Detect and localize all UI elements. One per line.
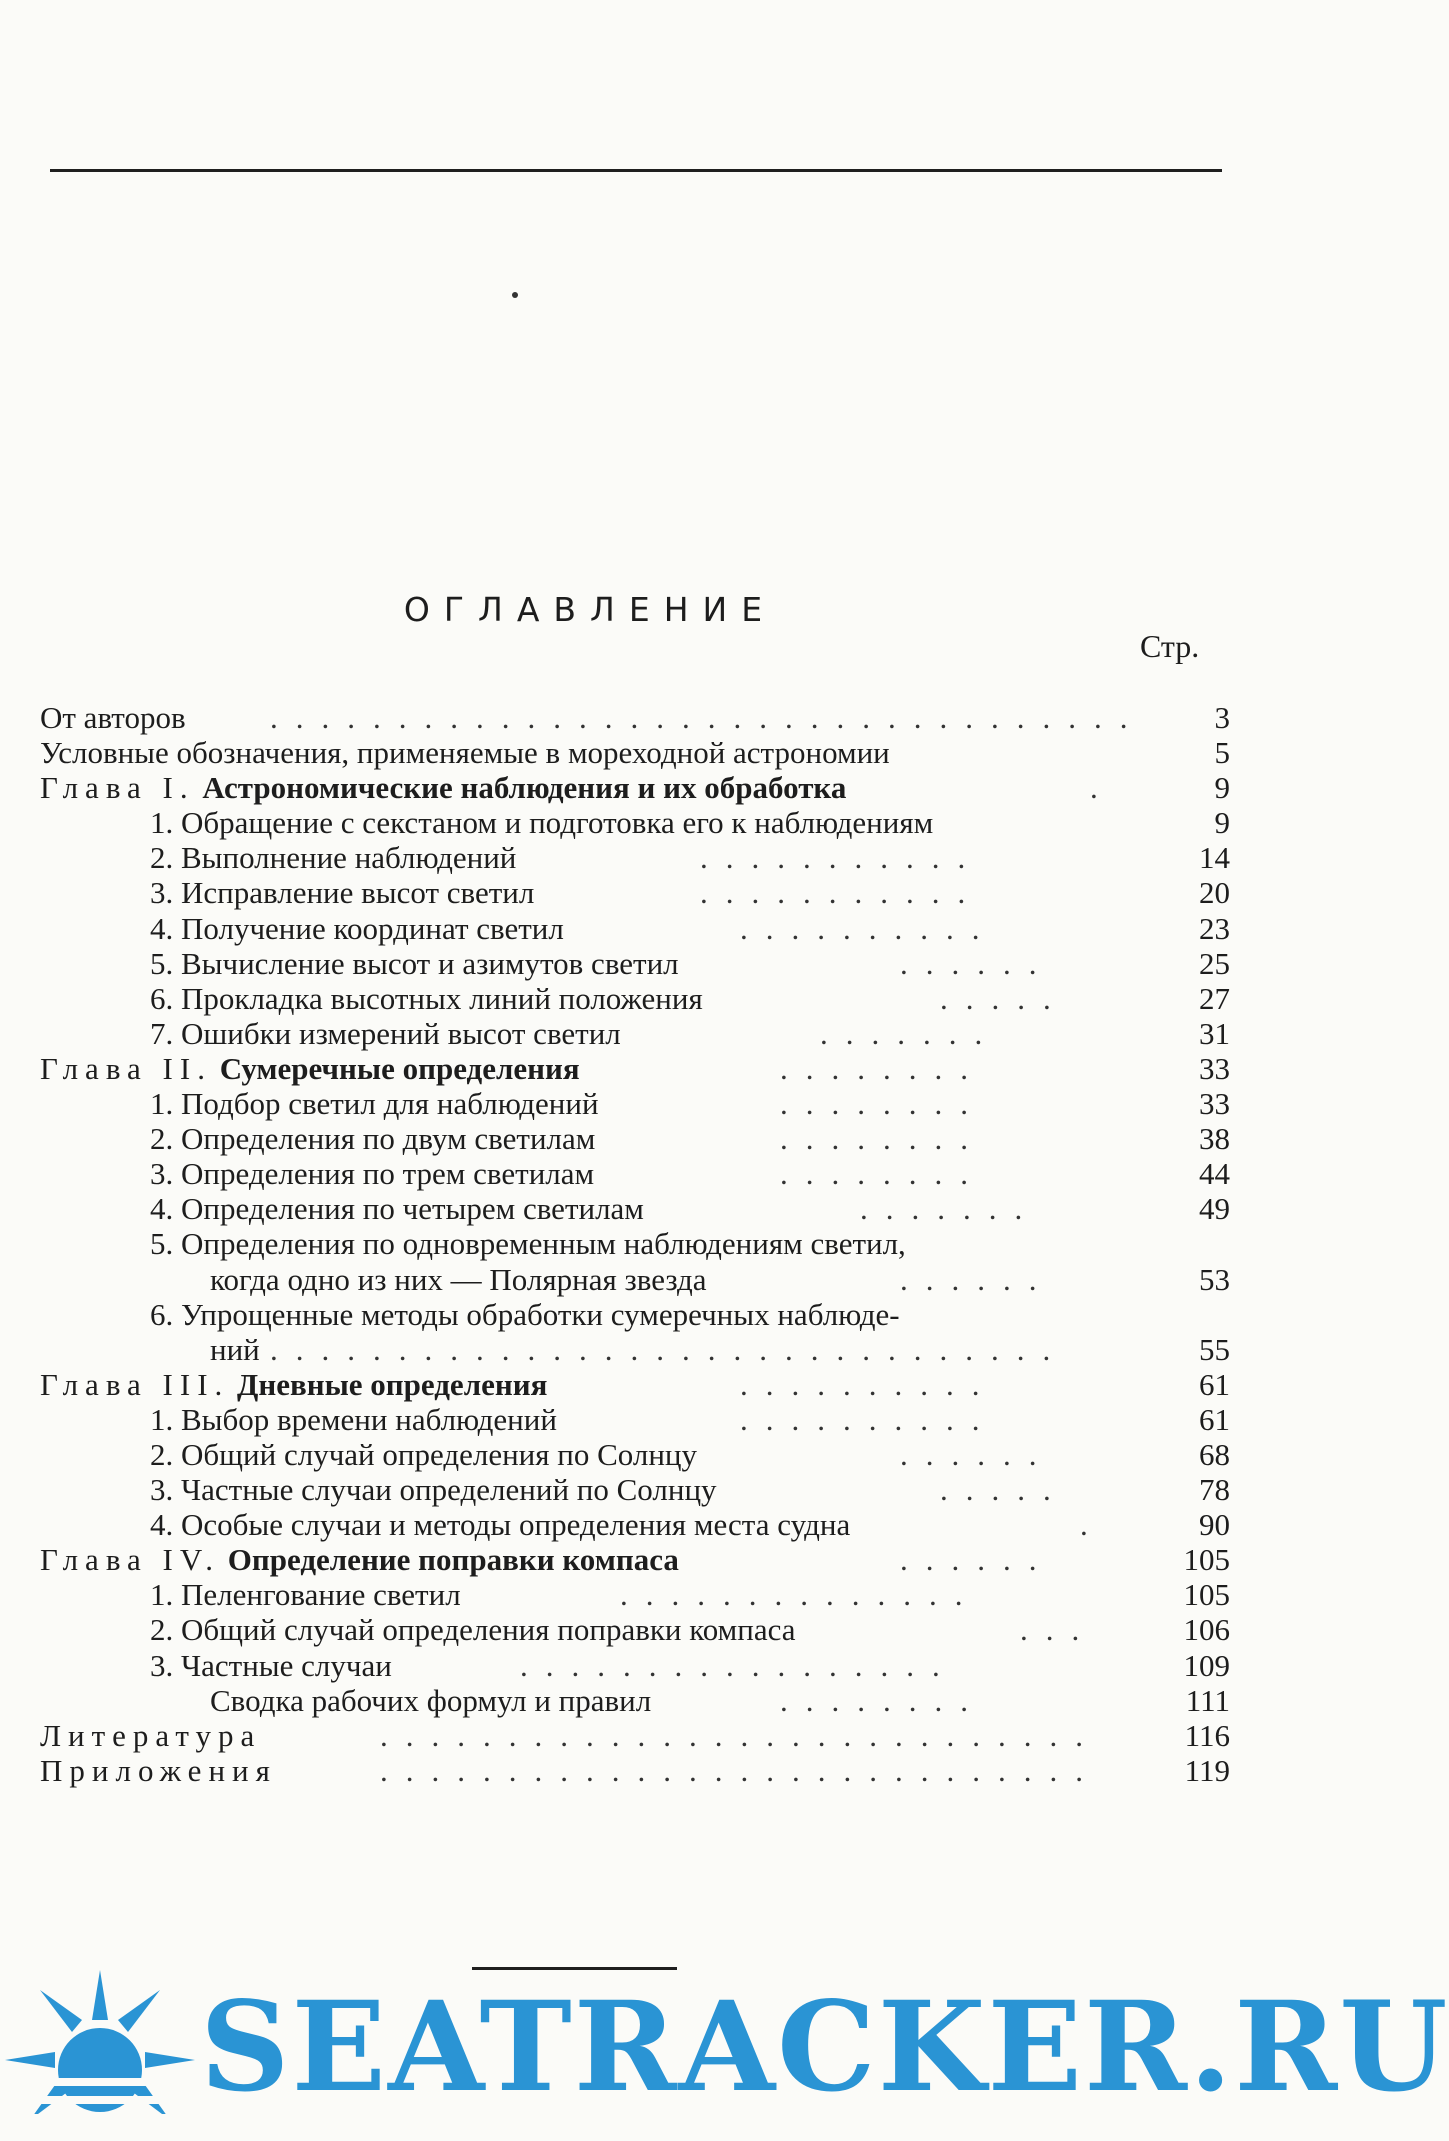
toc-entry: От авторов .................................. 3: [40, 700, 1230, 735]
toc-entry: 3. Определения по трем светилам ........ 44: [150, 1156, 1230, 1192]
toc-entry: Литература ............................ 116: [40, 1717, 1230, 1753]
toc-entry: 4. Особые случаи и методы определения места судна . 90: [150, 1507, 1230, 1543]
print-speck: [512, 292, 518, 298]
page-column-header: Стр.: [1140, 628, 1200, 664]
toc-entry: 1. Выбор времени наблюдений .......... 61: [150, 1401, 1230, 1437]
toc-entry: Условные обозначения, применяемые в мореходной астрономии 5: [40, 735, 1230, 771]
toc-entry: 1. Обращение с секстаном и подготовка его к наблюдениям 9: [150, 805, 1230, 841]
toc-entry: 2. Общий случай определения поправки компаса ... 106: [150, 1612, 1230, 1648]
toc-entry: 6. Прокладка высотных линий положения ..... 27: [150, 980, 1230, 1016]
toc-entry: 4. Получение координат светил .......... 23: [150, 910, 1230, 946]
toc-entry: 1. Пеленгование светил .............. 105: [150, 1577, 1230, 1613]
toc-entry: Сводка рабочих формул и правил ........ 111: [210, 1682, 1230, 1718]
page-title: ОГЛАВЛЕНИЕ: [403, 590, 777, 629]
toc-entry: 1. Подбор светил для наблюдений ........ 33: [150, 1086, 1230, 1122]
watermark-text: SEATRACKER.RU: [200, 1975, 1449, 2120]
toc-entry: когда одно из них — Полярная звезда ...... 53: [210, 1261, 1230, 1297]
toc-entry: 4. Определения по четырем светилам ....... 49: [150, 1191, 1230, 1227]
toc-entry: Приложения ............................ 119: [40, 1752, 1230, 1788]
table-of-contents: [40, 700, 1230, 1788]
toc-chapter: Глава IV. Определение поправки компаса ...... 105: [40, 1542, 1230, 1578]
toc-entry: 2. Выполнение наблюдений ........... 14: [150, 840, 1230, 876]
top-rule: [50, 169, 1222, 172]
toc-entry: 5. Определения по одновременным наблюдениям светил,: [150, 1226, 906, 1262]
toc-entry: ний ............................... 55: [210, 1331, 1230, 1367]
toc-entry: 3. Частные случаи определений по Солнцу ..... 78: [150, 1472, 1230, 1508]
toc-chapter: Глава II. Сумеречные определения ........ 33: [40, 1050, 1230, 1086]
toc-entry: 2. Общий случай определения по Солнцу ...... 68: [150, 1436, 1230, 1472]
toc-entry: 7. Ошибки измерений высот светил ....... 31: [150, 1015, 1230, 1051]
toc-entry: 5. Вычисление высот и азимутов светил ...... 25: [150, 945, 1230, 981]
toc-entry: 3. Частные случаи ................. 109: [150, 1647, 1230, 1683]
toc-entry: 6. Упрощенные методы обработки сумеречных наблюде-: [150, 1296, 900, 1332]
toc-chapter: Глава I. Астрономические наблюдения и их обработка . 9: [40, 770, 1230, 806]
toc-entry: 2. Определения по двум светилам ........ 38: [150, 1121, 1230, 1157]
toc-entry: 3. Исправление высот светил ........... 20: [150, 875, 1230, 911]
toc-chapter: Глава III. Дневные определения .......... 61: [40, 1366, 1230, 1402]
